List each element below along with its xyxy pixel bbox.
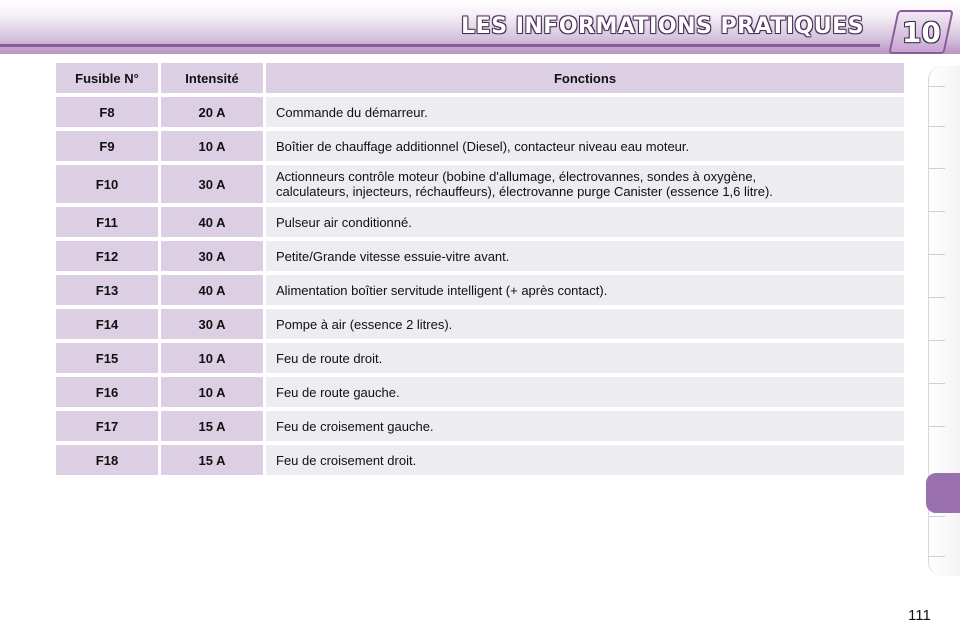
table-row <box>56 377 904 407</box>
fuse-intensity: 30 A <box>161 241 263 271</box>
column-header-intensity: Intensité <box>161 63 263 93</box>
page-number: 111 <box>908 607 931 624</box>
chapter-tab-divider <box>929 211 945 212</box>
fuse-intensity: 10 A <box>161 131 263 161</box>
chapter-tab-divider <box>929 383 945 384</box>
chapter-tab-divider <box>929 516 945 517</box>
fuse-function: Alimentation boîtier servitude intelligent (+ après contact). <box>266 275 904 305</box>
table-row <box>56 445 904 475</box>
fuse-number: F9 <box>56 131 158 161</box>
fuse-function <box>266 165 904 203</box>
fuse-number: F16 <box>56 377 158 407</box>
table-row <box>56 165 904 203</box>
fuse-table <box>56 63 904 479</box>
fuse-intensity: 15 A <box>161 411 263 441</box>
table-row <box>56 343 904 373</box>
chapter-tab-divider <box>929 297 945 298</box>
fuse-function-line: Actionneurs contrôle moteur (bobine d'allumage, électrovannes, sondes à oxygène, <box>276 169 757 184</box>
fuse-number: F13 <box>56 275 158 305</box>
table-row <box>56 241 904 271</box>
fuse-function: Feu de croisement gauche. <box>266 411 904 441</box>
chapter-badge <box>888 10 953 54</box>
fuse-intensity: 10 A <box>161 377 263 407</box>
table-row <box>56 309 904 339</box>
fuse-number: F12 <box>56 241 158 271</box>
page-title: LES INFORMATIONS PRATIQUES <box>461 14 864 39</box>
chapter-tab-divider <box>929 556 945 557</box>
table-row <box>56 97 904 127</box>
fuse-function: Feu de route droit. <box>266 343 904 373</box>
fuse-number: F8 <box>56 97 158 127</box>
fuse-function-line: calculateurs, injecteurs, réchauffeurs), électrovanne purge Canister (essence 1,6 litre). <box>276 184 773 199</box>
fuse-number: F17 <box>56 411 158 441</box>
fuse-number: F18 <box>56 445 158 475</box>
column-header-fuse: Fusible N° <box>56 63 158 93</box>
fuse-intensity: 20 A <box>161 97 263 127</box>
table-row <box>56 131 904 161</box>
table-row <box>56 207 904 237</box>
fuse-function: Feu de route gauche. <box>266 377 904 407</box>
chapter-tab-divider <box>929 340 945 341</box>
fuse-intensity: 30 A <box>161 309 263 339</box>
fuse-function: Pompe à air (essence 2 litres). <box>266 309 904 339</box>
table-row <box>56 275 904 305</box>
chapter-tab-active[interactable] <box>926 473 960 513</box>
fuse-number: F11 <box>56 207 158 237</box>
fuse-number: F10 <box>56 165 158 203</box>
fuse-function: Pulseur air conditionné. <box>266 207 904 237</box>
fuse-number: F14 <box>56 309 158 339</box>
fuse-intensity: 40 A <box>161 275 263 305</box>
fuse-number: F15 <box>56 343 158 373</box>
fuse-intensity: 15 A <box>161 445 263 475</box>
fuse-intensity: 10 A <box>161 343 263 373</box>
chapter-number: 10 <box>901 15 941 49</box>
fuse-function: Commande du démarreur. <box>266 97 904 127</box>
fuse-intensity: 30 A <box>161 165 263 203</box>
fuse-function: Petite/Grande vitesse essuie-vitre avant. <box>266 241 904 271</box>
fuse-intensity: 40 A <box>161 207 263 237</box>
chapter-tab-divider <box>929 254 945 255</box>
column-header-functions: Fonctions <box>266 63 904 93</box>
chapter-tab-divider <box>929 86 945 87</box>
table-header-row <box>56 63 904 93</box>
fuse-function: Boîtier de chauffage additionnel (Diesel), contacteur niveau eau moteur. <box>266 131 904 161</box>
chapter-tab-divider <box>929 426 945 427</box>
table-row <box>56 411 904 441</box>
chapter-tab-divider <box>929 126 945 127</box>
fuse-function: Feu de croisement droit. <box>266 445 904 475</box>
chapter-tab-divider <box>929 168 945 169</box>
header-divider <box>0 44 880 47</box>
